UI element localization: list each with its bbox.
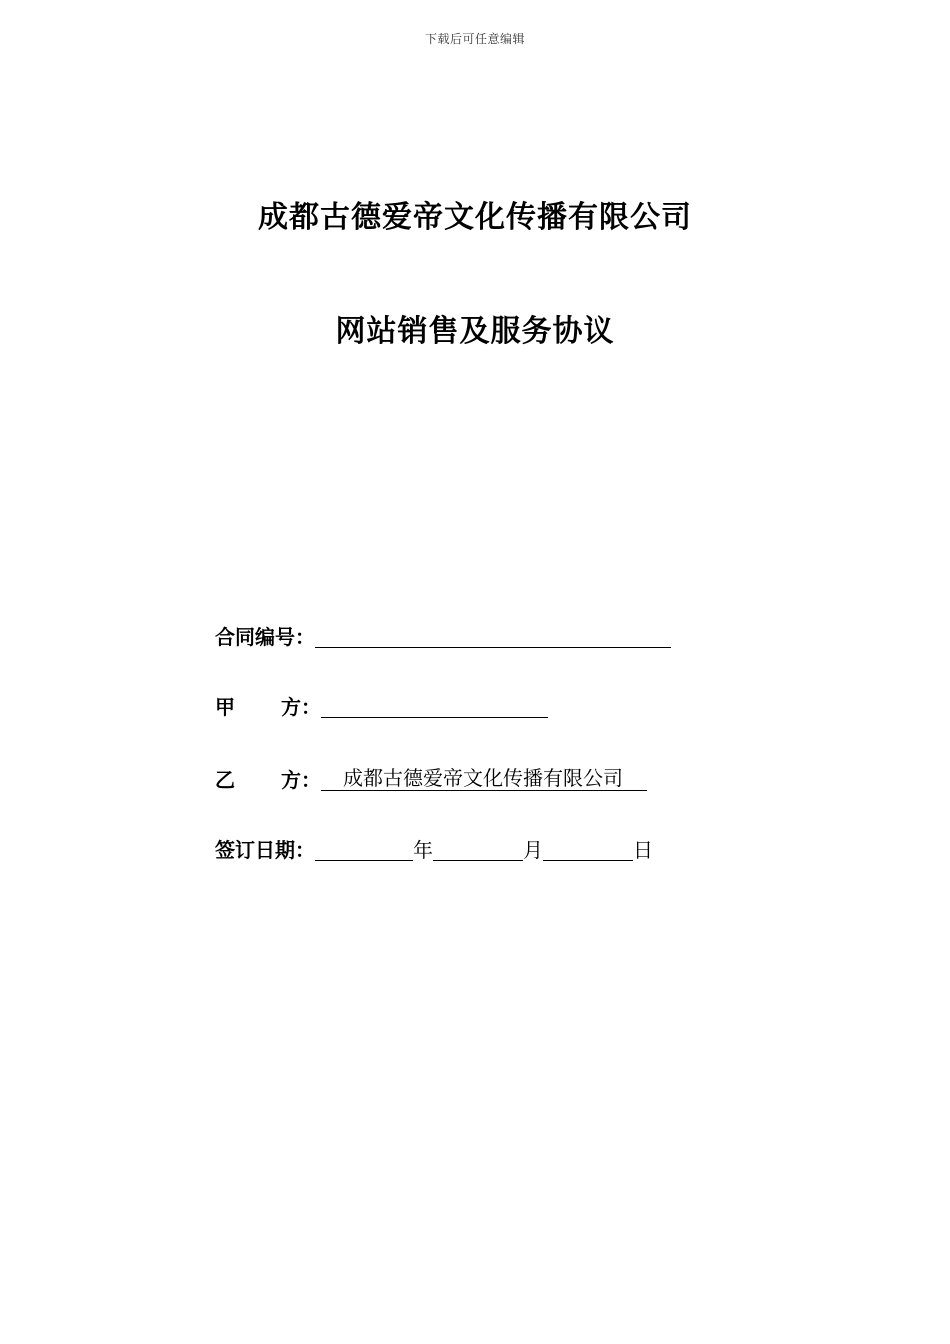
month-unit: 月 [523, 838, 543, 862]
header-note: 下载后可任意编辑 [424, 32, 525, 46]
contract-number-field [215, 620, 671, 650]
company-title: 成都古德爱帝文化传播有限公司 [258, 200, 692, 235]
sign-date-label: 签订日期： [215, 838, 315, 862]
contract-number-label: 合同编号： [215, 625, 315, 649]
party-b-field [215, 763, 647, 793]
agreement-title: 网站销售及服务协议 [335, 314, 615, 349]
year-unit: 年 [413, 838, 433, 862]
sign-month-blank[interactable] [433, 836, 523, 861]
contract-number-blank[interactable] [315, 623, 671, 648]
sign-day-blank[interactable] [543, 836, 633, 861]
party-b-label: 乙 方： [215, 768, 321, 792]
sign-date-field [215, 833, 653, 863]
party-a-blank[interactable] [321, 693, 548, 718]
party-b-value: 成都古德爱帝文化传播有限公司 [321, 766, 647, 791]
party-a-field [215, 690, 548, 720]
day-unit: 日 [633, 838, 653, 862]
party-a-label: 甲 方： [215, 695, 321, 719]
sign-year-blank[interactable] [315, 836, 413, 861]
